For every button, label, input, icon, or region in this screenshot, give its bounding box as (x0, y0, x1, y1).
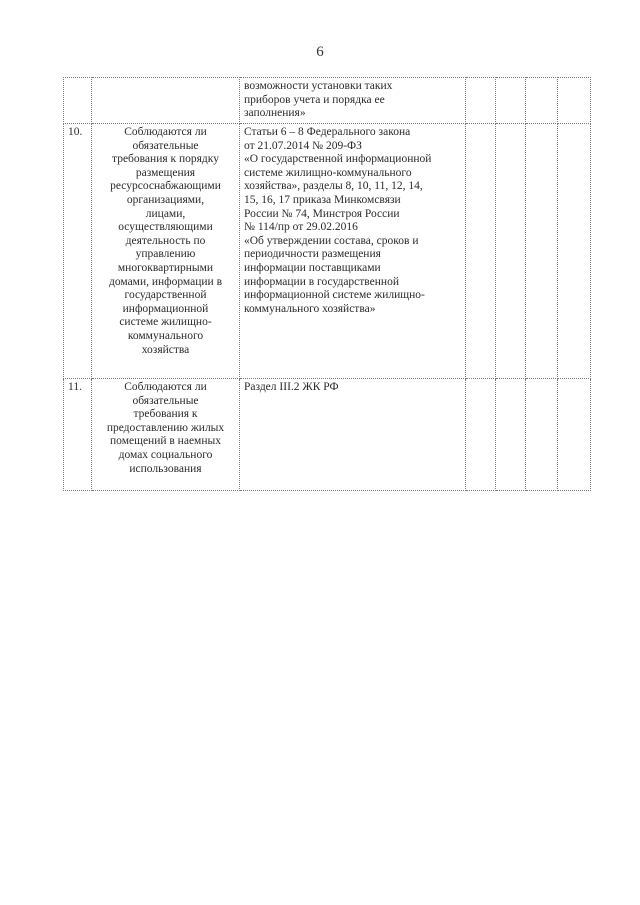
checklist-table (63, 77, 591, 491)
question-line: обязательные (132, 139, 199, 152)
answer-cell (558, 78, 591, 124)
question-line: Соблюдаются ли (124, 381, 207, 393)
question-line: государственной (124, 289, 207, 302)
question-line: размещения (135, 166, 196, 179)
answer-cell (466, 379, 496, 491)
basis-line: приборов учета и порядка ее (244, 93, 385, 106)
question-line: осуществляющими (118, 221, 213, 234)
answer-cell (466, 78, 496, 124)
question-line: помещений в наемных (110, 435, 221, 448)
basis-line: возможности установки таких (244, 80, 393, 92)
answer-cell (496, 124, 526, 379)
answer-cell (496, 78, 526, 124)
checklist-body (64, 78, 591, 491)
answer-cell (496, 379, 526, 491)
question-line: требования к (133, 408, 198, 421)
row-number: 11. (64, 379, 92, 491)
row-number (64, 78, 92, 124)
table-row (64, 124, 591, 379)
answer-cell (466, 124, 496, 379)
requirement-question (92, 78, 240, 124)
basis-line: «Об утверждении состава, сроков и (244, 234, 419, 247)
requirement-question (92, 379, 240, 491)
question-line: предоставлению жилых (106, 421, 225, 434)
question-line: лицами, (145, 207, 186, 220)
answer-cell (558, 379, 591, 491)
question-line: домами, информации в (108, 275, 223, 288)
page-number: 6 (316, 44, 324, 60)
basis-line: 15, 16, 17 приказа Минкомсвязи (244, 193, 401, 206)
table-row (64, 379, 591, 491)
basis-line: коммунального хозяйства» (244, 302, 376, 315)
basis-line: Раздел III.2 ЖК РФ (244, 381, 339, 393)
question-line: использования (129, 462, 202, 475)
legal-basis (240, 78, 466, 124)
question-line: требования к порядку (112, 153, 219, 166)
answer-cell (526, 124, 558, 379)
question-line: ресурсоснабжающими (110, 180, 221, 193)
question-line: организациями, (126, 193, 205, 206)
basis-line: периодичности размещения (244, 248, 381, 261)
table-row (64, 78, 591, 124)
question-line: домах социального (118, 448, 213, 461)
answer-cell (526, 78, 558, 124)
answer-cell (526, 379, 558, 491)
basis-line: Статьи 6 – 8 Федерального закона (244, 126, 411, 138)
question-line: Соблюдаются ли (124, 126, 207, 138)
row-number: 10. (64, 124, 92, 379)
question-line: информационной (122, 302, 209, 315)
basis-line: хозяйства», разделы 8, 10, 11, 12, 14, (244, 180, 423, 193)
requirement-question (92, 124, 240, 379)
question-line: деятельность по (125, 234, 206, 247)
question-line: коммунального (127, 329, 204, 342)
basis-line: от 21.07.2014 № 209-ФЗ (244, 139, 362, 152)
basis-line: заполнения» (244, 107, 306, 120)
basis-line: «О государственной информационной (244, 153, 432, 166)
basis-line: информации в государственной (244, 275, 399, 288)
question-line: обязательные (132, 394, 199, 407)
question-line: многоквартирными (117, 261, 214, 274)
question-line: системе жилищно- (119, 316, 212, 329)
answer-cell (558, 124, 591, 379)
basis-line: информации поставщиками (244, 261, 381, 274)
basis-line: информационной системе жилищно- (244, 289, 425, 302)
basis-line: России № 74, Минстроя России (244, 207, 400, 220)
legal-basis (240, 379, 466, 491)
question-line: управлению (135, 248, 196, 261)
basis-line: № 114/пр от 29.02.2016 (244, 221, 358, 234)
legal-basis (240, 124, 466, 379)
question-line: хозяйства (141, 343, 190, 356)
basis-line: системе жилищно-коммунального (244, 166, 412, 179)
